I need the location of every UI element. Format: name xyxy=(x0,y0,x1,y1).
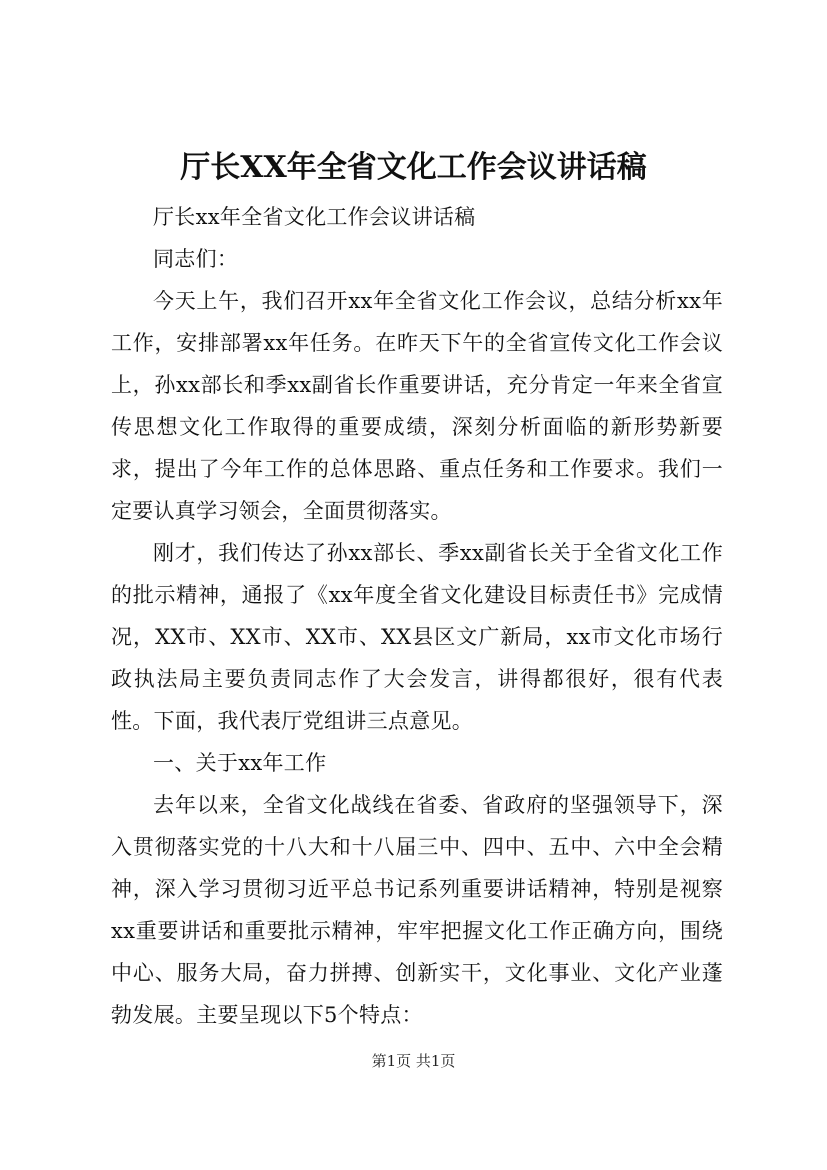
body-paragraph: 刚才，我们传达了孙xx部长、季xx副省长关于全省文化工作的批示精神，通报了《xx年度全省文化建设目标责任书》完成情况，XX市、XX市、XX市、XX县区文广新局，xx市文化市场行政执法局主要负责同志作了大会发言，讲得都很好，很有代表性。下面，我代表厅党组讲三点意见。 xyxy=(111,541,723,733)
body-paragraph: 今天上午，我们召开xx年全省文化工作会议，总结分析xx年工作，安排部署xx年任务。在昨天下午的全省宣传文化工作会议上，孙xx部长和季xx副省长作重要讲话，充分肯定一年来全省宣传思想文化工作取得的重要成绩，深刻分析面临的新形势新要求，提出了今年工作的总体思路、重点任务和工作要求。我们一定要认真学习领会，全面贯彻落实。 xyxy=(111,289,723,523)
section-heading: 一、关于xx年工作 xyxy=(153,751,327,775)
page-footer: 第1页 共1页 xyxy=(371,1052,456,1070)
subtitle-paragraph: 厅长xx年全省文化工作会议讲话稿 xyxy=(153,205,476,229)
body-paragraph: 去年以来，全省文化战线在省委、省政府的坚强领导下，深入贯彻落实党的十八大和十八届三中、四中、五中、六中全会精神，深入学习贯彻习近平总书记系列重要讲话精神，特别是视察xx重要讲话和重要批示精神，牢牢把握文化工作正确方向，围绕中心、服务大局，奋力拼搏、创新实干，文化事业、文化产业蓬勃发展。主要呈现以下5个特点： xyxy=(111,793,723,1027)
document-body xyxy=(111,196,723,1036)
document-title: 厅长XX年全省文化工作会议讲话稿 xyxy=(180,150,647,185)
salutation-paragraph: 同志们： xyxy=(153,247,239,271)
